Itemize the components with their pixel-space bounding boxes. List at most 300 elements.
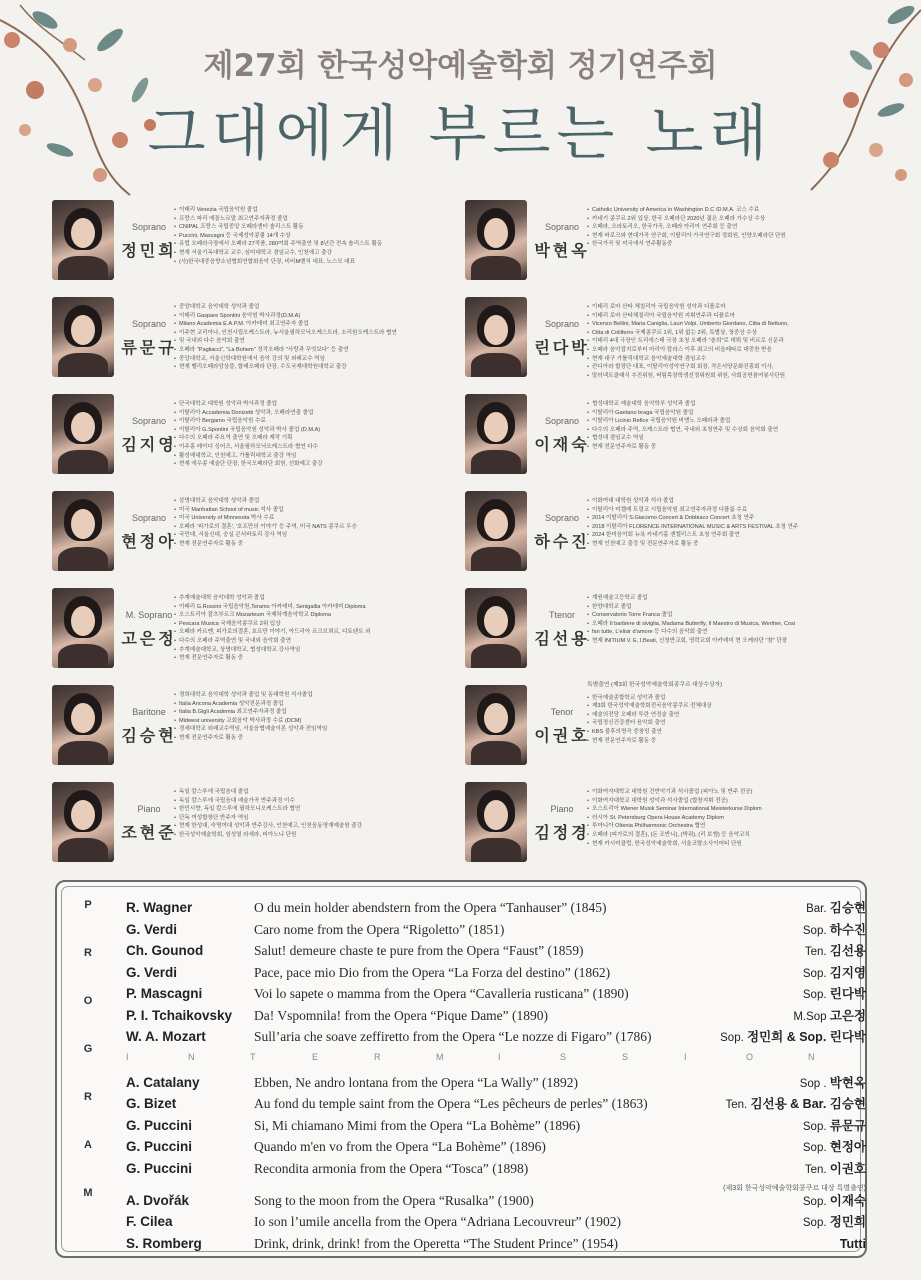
performer-voice-part: Baritone [132,707,166,717]
performer-photo-body [58,450,108,474]
bio-item: • Conservatorio Torre Franca 졸업 [587,611,863,620]
bio-item: • 이탈리아 Gaetano braga 국립음악원 졸업 [587,409,863,418]
bio-item: • 칸디아라 합장단 대표, 이탈리아성악연구회 회장, 작은서양문화진흥회 이사, [587,363,863,372]
performer-card [463,584,873,676]
program-work: Quando m'en vo from the Opera “La Bohème” (1896) [254,1139,546,1154]
performer-voice-part: Soprano [544,416,580,426]
bio-item: • 이탈리아 미켈레 트링코 시립음악원 최고연주자과정 디플롬 수료 [587,506,863,515]
performer-photo [52,782,114,862]
bio-item: • 현재 서울기독대학교 교수, 심미대학교 겸임교수, 인천예고 출강 [174,249,450,258]
bio-item: • 이화여자대학교 대학원 건반악기과 석사졸업 (피아노 및 반주 전공) [587,788,863,797]
program-row [126,1005,866,1027]
bio-item: • 중앙대학교 음악대학 성악과 졸업 [174,303,450,312]
performer-photo [52,685,114,765]
program-side-letter: G [83,1043,93,1055]
program-performer-name: 이권호 [829,1161,866,1176]
performer-photo-body [471,741,521,765]
bio-item: • 현재 전문연주자로 활동 중 [174,654,450,663]
performer-photo [465,394,527,474]
program-performer-name: 김승현 [829,901,866,915]
program-voice: Ten. [804,1163,827,1176]
bio-item: • Puccini, Mascagni 등 국제성악콩쿨 14개 수상 [174,232,450,241]
program-inner-frame [61,886,866,1252]
bio-item: • 오페라 카르멘, 피가로의결혼, 호프만 이야기, 아드리아 르크브뢰르, 디토텐트 외 [174,628,450,637]
program-performer-name: 김선용 [829,944,866,958]
program-voice: Sop. [802,1120,827,1133]
bio-item: • 오페라 '피가로의 결혼', '호프만의 이야기' 등 주역, 미국 NATS 콩쿠르 우승 [174,523,450,532]
program-performer-name: 김선용 & Bar. 김승현 [750,1097,866,1111]
program-row [126,1158,866,1192]
performer-name: 하수진 [534,532,590,551]
performer-photo-face [484,412,508,442]
bio-item: • 경세대학교 외래교수역임, 서울음협예술이론 성악과 전임역임 [174,725,450,734]
program-voice: Sop. [802,924,827,937]
program-work: Ebben, Ne andro lontana from the Opera “La Wally” (1892) [254,1074,579,1090]
bio-item: • 한국성악예술학회, 임성열 라세라, 피아노니 단원 [174,831,450,840]
performer-name: 린다박 [534,338,590,357]
program-performer [616,983,866,1006]
performer-name: 김선용 [534,629,590,648]
performer-photo [465,491,527,571]
bio-item: • 현재 전문연주자로 활동 중 [587,443,863,452]
performer-voice-part: Soprano [544,513,580,523]
bio-item: • 이태리 G.Rossini 국립음악원,Teramo 아카데미, Senigallia 아카데미 Diploma [174,603,450,612]
performer-photo-face [71,703,95,733]
performer-name: 김지영 [121,435,177,454]
program-row [126,897,866,919]
bio-item: • 2024 한미음악회 뉴욕 카네기홀 잰켈리스트 초청 연주회 출연 [587,531,863,540]
bio-item: • 현재 벨리오페라앙상블, 합래오페라 단장, 수도국제대학원대학교 출강 [174,363,450,372]
performer-name: 김승현 [121,726,177,745]
bio-item: • 현재 에우콩 예술단 단장, 한국오페라단 회원, 선화예고 출강 [174,460,450,469]
program-composer: F. Cilea [126,1214,173,1229]
program-composer: S. Romberg [126,1235,202,1251]
performer-card [463,390,873,482]
performer-photo-face [484,315,508,345]
bio-item: • 현재 INITIUM V. E, I.Beati, 신청반교회, 영락교회 아카데미 현 오케라단 "참" 단장 [587,637,863,646]
intermission-letter: I [684,1051,687,1062]
program-voice: Ten. [725,1099,748,1111]
performer-photo-face [484,703,508,733]
performer-photo-body [471,450,521,474]
program-work: Au fond du temple saint from the Opera “Les pêcheurs de perles” (1863) [254,1096,648,1111]
bio-item: • 이탈리아 Licinio Refice 국립음악원 비엔노 오페라과 졸업 [587,417,863,426]
performer-photo-body [471,256,521,280]
bio-item: • 이주현 코리아나, 인천시립오케스트라, 뉴서울필하모닉오케스트라, 소리원오케스트라 협연 [174,329,450,338]
program-performer [616,1005,866,1028]
performer-photo-face [484,606,508,636]
performer-photo [52,394,114,474]
performer-bio-list [587,400,863,452]
bio-item: • 이화여자대학교 대학원 성악과 석사졸업 (합창지휘 전공) [587,797,863,806]
program-voice: Bar. [806,903,827,915]
bio-item: • 독일 칼스루에 국립음대 예술가곡 반주과정 이수 [174,797,450,806]
program-voice: Sop. [802,1142,827,1154]
program-row [126,1136,866,1158]
performer-photo-face [71,412,95,442]
program-performer-note: (제3회 한국성악예술학회콩쿠르 대상 특별출연) [723,1184,866,1192]
program-composer: G. Bizet [126,1096,177,1111]
performer-photo-body [471,838,521,862]
program-composer: Ch. Gounod [126,943,204,958]
performer-bio-list [174,400,450,469]
program-voice: M.Sop [793,1010,827,1023]
bio-item: • 이태리 4대 극장인 트리에스테 극장 초청 오페라 "춘희"로 데뷔 및 비르로 신문과 [587,337,863,346]
performer-bio-list [174,788,450,840]
program-work: O du mein holder abendstern from the Opera “Tanhauser” (1845) [254,900,607,915]
performer-bio [174,594,450,663]
bio-item: • 이태리 로마 산타 체칠리아 국립음악원 성악과 디플로마 [587,303,863,312]
bio-item: • 예술의전당 오페라 투란 연정술 출연 [587,711,863,720]
program-composer: G. Verdi [126,921,178,937]
poster-header [0,0,921,190]
bio-item: • fan tutte, L'elisir d'amore 등 다수의 음악회 출연 [587,628,863,637]
bio-item: • 이태리 Gaspare Spontini 음악원 박사과정(D.M.A) [174,312,450,321]
intermission-letter: T [250,1051,256,1062]
bio-item: • 오페라 Il barbiere di siviglia, Madama Butterfly, Il Maestro di Musica, Werther, Cosi [587,620,863,629]
bio-item: • 현재 전문연주자로 활동 중 [174,734,450,743]
program-side-letter: O [83,995,93,1007]
performer-bio [174,206,450,266]
program-voice: Sop. [802,989,827,1001]
performer-bio-list [587,497,863,549]
performer-photo-body [58,741,108,765]
bio-item: • 미국 Manhattan School of music 석사 졸업 [174,506,450,515]
performer-bio-list [587,788,863,848]
bio-item: • 오스트리아 잘츠부르크 Mozarteum 국제하계음악학교 Diploma [174,611,450,620]
program-work: Caro nome from the Opera “Rigoletto” (1851) [254,921,505,937]
performer-name: 이재숙 [534,435,590,454]
performer-bio [587,788,863,848]
performer-photo-face [484,509,508,539]
intermission-letter: I [498,1051,501,1062]
program-voice: Sop. [802,1195,827,1208]
program-composer: W. A. Mozart [126,1029,206,1044]
program-performer-name: 현정아 [829,1140,866,1154]
bio-item: • 현재 바로크와 현대가곡 연구회, 이탈리아 가곡연구회 정회원, 인양오페라단 단원 [587,232,863,241]
program-work: Voi lo sapete o mamma from the Opera “Cavalleria rusticana” (1890) [254,986,629,1001]
performer-card [463,487,873,579]
program-row [126,983,866,1005]
bio-item: • 2018 이탈리아 FLORENCE INTERNATIONAL MUSIC & ARTS FESTIVAL 초청 연주 [587,523,863,532]
intermission-letter: S [560,1051,567,1062]
program-performer-name: 김지영 [829,965,866,980]
program-composer: G. Puccini [126,1139,193,1154]
bio-item: • Vicenzo Bellini, Maria Caniglia, Lauri Volpi, Umberto Giordano, Citta di Nettuno, [587,320,863,329]
performer-photo-body [58,644,108,668]
bio-item: • 계원예술고등학교 졸업 [587,594,863,603]
performer-card [50,196,460,288]
program-work: Recondita armonia from the Opera “Tosca” (1898) [254,1160,529,1176]
bio-item: • 이탈리아 Accademia Donizetti 성악과, 오페라연출 졸업 [174,409,450,418]
bio-item: • 독일 칼스루에 국립음대 졸업 [174,788,450,797]
bio-item: • 한국예술종합학교 성악과 졸업 [587,694,863,703]
performer-photo-body [471,644,521,668]
performer-photo [465,782,527,862]
program-work: Salut! demeure chaste te pure from the Opera “Faust” (1859) [254,943,584,958]
bio-item: • 삼명대학교 음악대학 성악과 졸업 [174,497,450,506]
performer-card [50,584,460,676]
performer-photo-face [71,315,95,345]
performer-card [50,778,460,870]
performer-card [50,681,460,773]
bio-item: • 협성대학교 예술대학 음악학부 성악과 졸업 [587,400,863,409]
intermission-letter: E [312,1051,319,1062]
performer-photo-face [71,800,95,830]
bio-item: • 다수의 오페라 주역출연 및 국내외 음악회 출연 [174,637,450,646]
performer-photo-body [58,547,108,571]
performer-bio-list [174,497,450,549]
bio-item: • 러시아 St. Petersburg Opera House Academy Diplom [587,814,863,823]
bio-item: • Catholic University of America in Washington D.C /D.M.A. 코스 수료 [587,206,863,215]
performer-card [463,196,873,288]
performer-bio-list [174,206,450,266]
performer-bio [174,303,450,372]
bio-item: • 중앙대학교, 서울신학대학원에서 음악 강의 및 외래교수 역임 [174,355,450,364]
program-performer-name: Tutti [839,1236,866,1251]
program-performer-name: 린다박 [829,987,866,1001]
program-composer: A. Dvořák [126,1192,190,1208]
bio-item: • 2014 이탈리아 S.Giacomo Concert & Dobbiaco Concert 초청 연주 [587,514,863,523]
performer-bio [587,497,863,549]
program-composer: G. Puccini [126,1117,193,1133]
program-performer [616,919,866,942]
program-row [126,1026,866,1048]
program-performer-name: 고은정 [829,1008,866,1023]
concert-title: 그대에게 부르는 노래 [147,99,774,169]
performer-photo-body [58,353,108,377]
performer-photo-body [58,256,108,280]
program-performer [616,940,866,963]
performer-voice-part: M. Soprano [125,610,173,620]
performer-bio [587,681,863,745]
program-performer [616,1072,866,1095]
program-work: Drink, drink, drink! from the Operetta “The Student Prince” (1954) [254,1235,619,1251]
bio-item: • 활성예대학교, 인천예고, 가톨릭대학교 출강 역임 [174,452,450,461]
program-performer-name: 류문규 [829,1118,866,1133]
performer-voice-part: Ttenor [548,610,575,620]
performer-photo-face [71,606,95,636]
program-performer [616,1093,866,1116]
bio-item: • 이화여대 대학원 성악과 석사 졸업 [587,497,863,506]
performer-photo-face [71,509,95,539]
program-performer-name: 정민희 & Sop. 린다박 [747,1030,866,1044]
performer-bio [587,594,863,646]
intermission-letter: S [622,1051,629,1062]
bio-item: • 다수의 오페라 주요역 출연 및 오페라 제작 기획 [174,434,450,443]
program-performer-name: 하수진 [829,922,866,937]
bio-item: • 현재 대구 가톨릭대학교 음악예술대학 겸임교수 [587,355,863,364]
program-voice: Sop. [802,1217,827,1229]
intermission-letter: I [126,1051,129,1062]
performer-voice-part: Piano [550,804,574,814]
performer-photo-face [484,800,508,830]
performer-bio-list [174,691,450,743]
intermission-divider [126,1052,866,1070]
bio-item: • 단국대학교 대학원 성악과 박사과정 졸업 [174,400,450,409]
bio-item: • 말러넥트클래식 추진위원, 버팀목장학생선정위원회 위원, 사회공헌참여봉사단원 [587,372,863,381]
program-side-letter: R [84,947,92,959]
bio-item: • 루마니아 Oltenia Philharmonic Orchestra 협연 [587,822,863,831]
program-row [126,1093,866,1115]
bio-item: • 한양대학교 졸업 [587,603,863,612]
program-work: Song to the moon from the Opera “Rusalka” (1900) [254,1192,534,1208]
intermission-letter: O [746,1051,754,1062]
bio-item: • 현재 전문연주자로 활동 중 [174,540,450,549]
program-row [126,962,866,984]
performer-name: 현정아 [121,532,177,551]
performer-bio [174,497,450,549]
performer-name: 김정경 [534,823,590,842]
performer-name: 조현준 [121,823,177,842]
program-voice: Sop. [802,967,827,980]
program-side-label [78,899,98,1235]
performer-photo [465,297,527,377]
performer-voice-part: Soprano [544,222,580,232]
bio-item: • 프랑스 파리 에꼴노르말 최고연주자과정 졸업 [174,215,450,224]
performer-photo-body [58,838,108,862]
program-composer: P. Mascagni [126,986,203,1001]
performer-voice-part: Soprano [131,319,167,329]
bio-item: • 경희대학교 음악대학 성악과 졸업 및 동대학원 석사졸업 [174,691,450,700]
performer-voice-part: Soprano [131,222,167,232]
bio-item: • 단독 여성합창단 반주자 역임 [174,814,450,823]
program-row [126,940,866,962]
performer-bio [174,400,450,469]
performer-voice-part: Tenor [550,707,574,717]
program-composer: P. I. Tchaikovsky [126,1007,233,1023]
performer-photo-face [484,218,508,248]
performer-bio [587,400,863,452]
program-row [126,1190,866,1212]
program-performer-name: 정민희 [829,1215,866,1229]
program-row [126,1115,866,1137]
program-row [126,1072,866,1094]
intermission-letter: N [808,1051,815,1062]
performer-photo [52,588,114,668]
program-side-letter: M [83,1187,93,1199]
program-side-letter: R [84,1091,92,1103]
performer-name: 이권호 [534,726,590,745]
program-performer [616,962,866,985]
bio-item: • 이태리 Venezia 국립음악원 졸업 [174,206,450,215]
performer-photo-face [71,218,95,248]
program-performer-name: 이재숙 [829,1193,866,1208]
program-work: Io son l’umile ancella from the Opera “Adriana Lecouvreur” (1902) [254,1214,621,1229]
bio-item: • 이주홍 레이디 싱어즈, 서울필하모닉오케스트라 협연 다수 [174,443,450,452]
bio-item: • 오스트리아 Wiener Musik Seminar International Meisterkurse Diplom [587,805,863,814]
bio-item: • 추계예술대학교, 상명대학교, 협성대학교 강사역임 [174,646,450,655]
performer-bio-list [174,303,450,372]
bio-item: • 미국 University of Minnesota 박사 수료 [174,514,450,523]
program-side-letter: A [84,1139,92,1151]
performer-voice-part: Piano [137,804,161,814]
bio-item: • CNIPAL 프랑스 국립중앙 오페라센터 솔리스트 활동 [174,223,450,232]
bio-item: • 오페라 음악잡지로부터 마리아 칼라스 이후 최고의 비올레타로 대중찬 받음 [587,346,863,355]
bio-item: • 이탈리아 Bergamo 국립음악원 수료 [174,417,450,426]
bio-item: • 오페라 (피가로의 결혼), (돈 조반니), (박쥐), (리 보엠) 등 음악코치 [587,831,863,840]
intermission-letter: R [374,1051,381,1062]
bio-item: • 현재 카시미클럽, 한국성악예술학회, 서울코랄소사이어티 단원 [587,840,863,849]
bio-item: • 국립정신건강센터 음악회 출연 [587,719,863,728]
bio-item: • 현재 인천예고 출강 및 전문연주자로 활동 중 [587,540,863,549]
bio-item: • Italia Ancona Academia 성악전문과정 졸업 [174,700,450,709]
bio-item: • Milano Academia E.A.P.M. 아카데미 최고연주자 졸업 [174,320,450,329]
program-voice: Ten. [804,946,827,958]
performer-photo-body [471,547,521,571]
program-voice: Sop. [720,1032,744,1044]
bio-item: • KBS 불후의명곡 중창밍 출연 [587,728,863,737]
program-box [55,880,867,1258]
program-performer [616,1190,866,1213]
bio-item: • 카네기 콩쿠르 2위 입상, 한국 오페라단 2020년 젊은 오페라 가수상 수상 [587,215,863,224]
performer-card [50,293,460,385]
bio-item: • 현재 한성대, 숙명여대 성악과 반주강사, 인천예고, 인천음동영재예술원 출강 [174,822,450,831]
program-performer [616,1211,866,1234]
program-performer [616,1026,866,1049]
bio-item: • Pescara Musica 국제음악콩쿠르 2위 입상 [174,620,450,629]
performer-photo [52,297,114,377]
program-voice: Sop . [799,1077,827,1090]
performer-name: 정민희 [121,241,177,260]
performer-card [50,390,460,482]
bio-item: • 한민시향, 독일 칼스루에 필하모니오케스트라 협연 [174,805,450,814]
bio-item: • (사)한국대중음향소년협회연합회음악 단장, 비비M밴치 대표, 노스모 대표 [174,258,450,267]
bio-item: • 제3회 한국성악예술학회전국음악콩쿠르 전체대상 [587,702,863,711]
performer-name: 류문규 [121,338,177,357]
bio-item: • 오페라 "Pagliacci", "La Bohem" 정작오페라 "사랑과 무엇보다" 등 출연 [174,346,450,355]
program-performer [616,1136,866,1159]
program-row [126,1211,866,1233]
program-composer: R. Wagner [126,900,193,915]
performer-photo [465,588,527,668]
program-work: Si, Mi chiamano Mimi from the Opera “La Bohème” (1896) [254,1117,581,1133]
performer-card [463,293,873,385]
bio-item: • 오페라, 오라토리오, 한국가곡, 오페라 아리아 연주회 등 출연 [587,223,863,232]
program-composer: A. Catalany [126,1074,200,1090]
performer-bio-list [174,594,450,663]
bio-item: • 현재 전문연주자로 활동 중 [587,737,863,746]
performer-bio [587,303,863,380]
bio-item: • 유럽 오페라극장에서 오페라 27작품, 280여회 주역출연 및 8년간 전속 솔리스트 활동 [174,240,450,249]
intermission-letter: N [188,1051,195,1062]
bio-item: • 국민대, 서울신대, 숭실 콘서바토리 강사 역임 [174,531,450,540]
performer-card [463,681,873,773]
program-row [126,919,866,941]
performer-card [50,487,460,579]
concert-subtitle: 제27회 한국성악예술학회 정기연주회 [203,48,718,84]
performer-photo [465,200,527,280]
performer-bio [174,691,450,743]
program-performer [616,1115,866,1138]
bio-item: • 협성대 겸임교수 역임 [587,434,863,443]
performer-photo-body [471,353,521,377]
bio-item: • 이탈리아 G.Spontini 국립음악원 성악과 박사 졸업 (D.M.A) [174,426,450,435]
bio-item: • 한국가곡 및 미국에서 연주활동중 [587,240,863,249]
performer-bio [587,206,863,249]
bio-item: • 추계예술대학 음악대학 성악과 졸업 [174,594,450,603]
performer-bio-list [587,594,863,646]
bio-item: • Italia B.Gigli Academia 최고연주자과정 졸업 [174,708,450,717]
performer-photo [465,685,527,765]
performer-name: 고은정 [121,629,177,648]
bio-item: • Citta di Colliferro 국제콩쿠르 1위, 1위 없는 2위, 특별상, 청중상 수상 [587,329,863,338]
bio-item: • 다수의 오페라 주역, 오케스트라 협연, 국내외 초청연주 및 수상회 음악회 출연 [587,426,863,435]
performer-photo [52,491,114,571]
performer-voice-part: Soprano [131,416,167,426]
program-composer: G. Verdi [126,964,178,980]
performer-voice-part: Soprano [544,319,580,329]
